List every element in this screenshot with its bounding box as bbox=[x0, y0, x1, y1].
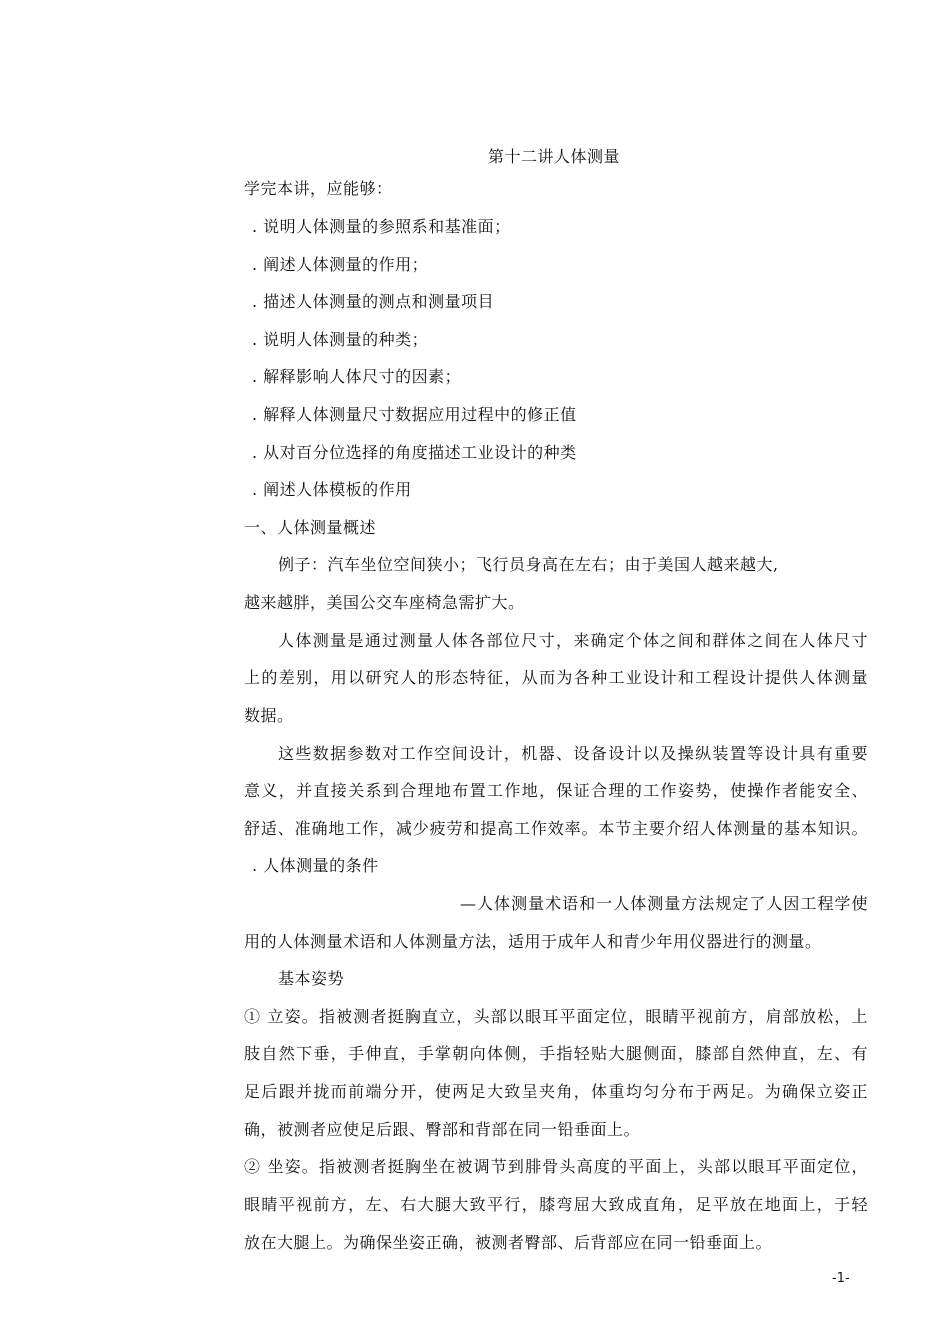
objective-item: . 解释影响人体尺寸的因素； bbox=[252, 367, 462, 386]
paragraph-line: 人体测量是通过测量人体各部位尺寸，来确定个体之间和群体之间在人体尺寸 bbox=[278, 631, 868, 650]
paragraph-line: 舒适、准确地工作，减少疲劳和提高工作效率。本节主要介绍人体测量的基本知识。 bbox=[244, 819, 868, 838]
standing-posture-line: 肢自然下垂，手伸直，手掌朝向体侧，手指轻贴大腿侧面，膝部自然伸直，左、有 bbox=[244, 1044, 868, 1063]
paragraph-line: 这些数据参数对工作空间设计，机器、设备设计以及操纵装置等设计具有重要 bbox=[278, 744, 868, 763]
paragraph-line: —人体测量术语和一人体测量方法规定了人因工程学使 bbox=[460, 894, 868, 913]
example-text: 例子：汽车坐位空间狭小；飞行员身高在左右；由于美国人越来越大, bbox=[278, 555, 779, 574]
objective-item: . 说明人体测量的参照系和基准面； bbox=[252, 217, 511, 236]
objective-item: . 描述人体测量的测点和测量项目 bbox=[252, 292, 495, 311]
objective-item: . 说明人体测量的种类； bbox=[252, 330, 429, 349]
sitting-posture-line: ② 坐姿。指被测者挺胸坐在被调节到腓骨头高度的平面上，头部以眼耳平面定位， bbox=[244, 1157, 868, 1176]
standing-posture-line: 确，被测者应使足后跟、臀部和背部在同一铅垂面上。 bbox=[244, 1120, 641, 1139]
example-text: 越来越胖，美国公交车座椅急需扩大。 bbox=[244, 593, 525, 612]
objective-item: . 阐述人体测量的作用； bbox=[252, 255, 429, 274]
standing-posture-line: 足后跟并拢而前端分开，使两足大致呈夹角，体重均匀分布于两足。为确保立姿正 bbox=[244, 1082, 868, 1101]
objective-item: . 从对百分位选择的角度描述工业设计的种类 bbox=[252, 443, 577, 462]
subsection-heading: . 人体测量的条件 bbox=[252, 856, 379, 875]
standing-posture-line: ① 立姿。指被测者挺胸直立，头部以眼耳平面定位，眼睛平视前方，肩部放松，上 bbox=[244, 1007, 868, 1026]
paragraph-line: 数据。 bbox=[244, 706, 294, 725]
sitting-posture-line: 眼睛平视前方，左、右大腿大致平行，膝弯屈大致成直角，足平放在地面上，于轻 bbox=[244, 1195, 868, 1214]
document-title: 第十二讲人体测量 bbox=[488, 147, 621, 166]
basic-posture-heading: 基本姿势 bbox=[278, 969, 345, 988]
objective-item: . 解释人体测量尺寸数据应用过程中的修正值 bbox=[252, 405, 577, 424]
section-heading: 一、人体测量概述 bbox=[244, 518, 377, 537]
sitting-posture-line: 放在大腿上。为确保坐姿正确，被测者臀部、后背部应在同一铅垂面上。 bbox=[244, 1233, 773, 1252]
intro-text: 学完本讲，应能够： bbox=[244, 179, 393, 198]
paragraph-line: 上的差别，用以研究人的形态特征，从而为各种工业设计和工程设计提供人体测量 bbox=[244, 668, 868, 687]
page-number: -1- bbox=[832, 1271, 850, 1286]
paragraph-line: 意义，并直接关系到合理地布置工作地，保证合理的工作姿势，使操作者能安全、 bbox=[244, 781, 868, 800]
objective-item: . 阐述人体模板的作用 bbox=[252, 480, 412, 499]
paragraph-line: 用的人体测量术语和人体测量方法，适用于成年人和青少年用仪器进行的测量。 bbox=[244, 932, 822, 951]
